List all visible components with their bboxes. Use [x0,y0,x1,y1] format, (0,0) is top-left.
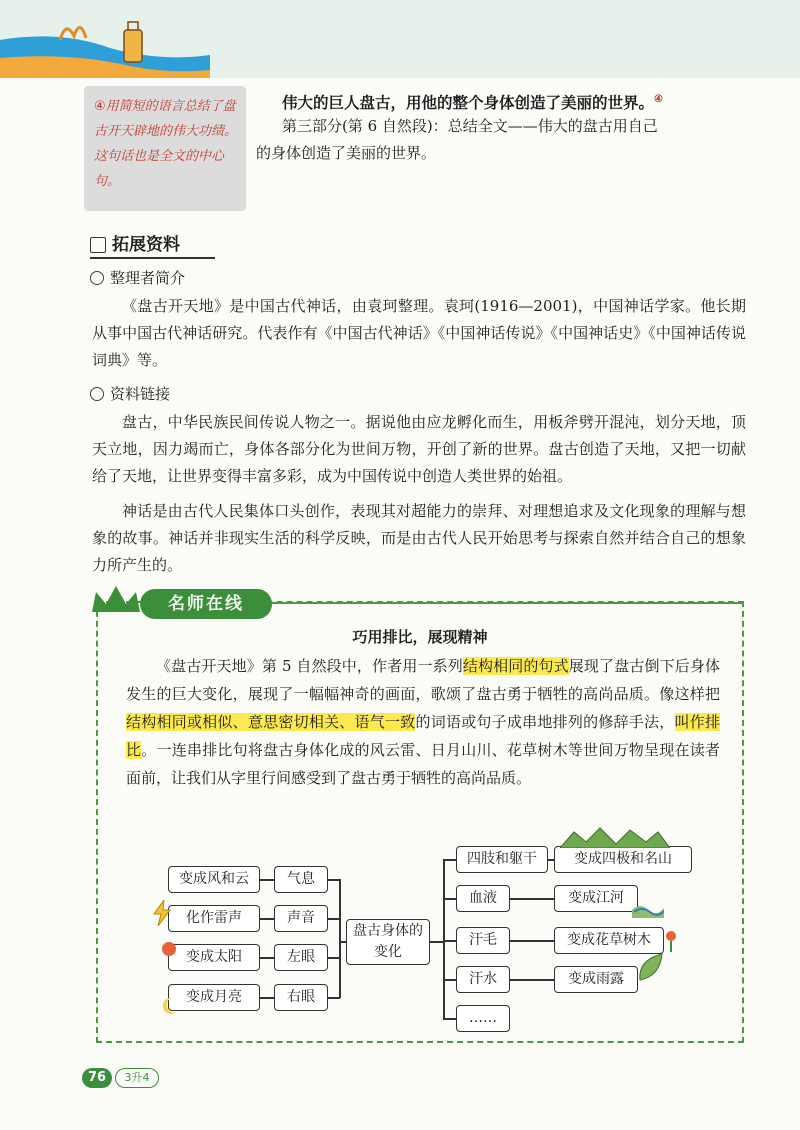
annotation-mark: ④ [654,94,663,105]
highlight-3: 叫作排比 [126,713,720,759]
compiler-paragraph: 《盘古开天地》是中国古代神话，由袁珂整理。袁珂(1916—2001)，中国神话学家。他长期从事中国古代神话研究。代表作有《中国古代神话》《中国神话传说》《中国神话史》《中国神话传说词典》等。 [92,297,746,369]
diagram-left-result: 化作雷声 [168,905,260,932]
diagram-right-result: 变成四极和名山 [554,846,692,873]
summary-line: 第三部分(第 6 自然段)：总结全文——伟大的盘古用自己 [282,117,658,135]
diagram-left-part: 声音 [274,905,328,932]
moon-icon [160,996,178,1016]
diagram-left-part: 右眼 [274,984,328,1011]
diagram-right-part: 四肢和躯干 [456,846,548,873]
page-number: 76 [82,1068,112,1088]
diagram-left-result: 变成月亮 [168,984,260,1011]
section-heading: 拓展资料 [90,232,220,258]
river-icon [632,896,664,918]
diagram-left-part: 左眼 [274,944,328,971]
diagram-right-part: …… [456,1005,510,1032]
flower-icon [662,928,680,952]
link-heading: 资料链接 [90,382,170,406]
diagram-right-result: 变成花草树木 [554,927,664,954]
link-paragraph-2: 神话是由古代人民集体口头创作，表现其对超能力的崇拜、对理想追求及文化现象的理解与想象的故事。神话并非现实生活的科学反映，而是由古代人民开始思考与探索自然并结合自己的想象力所产生的。 [92,502,746,574]
teacher-title: 巧用排比，展现精神 [352,628,488,646]
diagram-left-result: 变成太阳 [168,944,260,971]
diagram-left-part: 气息 [274,866,328,893]
diagram-right-result: 变成江河 [554,885,638,912]
highlight-2: 结构相同或相似、意思密切相关、语气一致 [126,713,416,731]
central-sentence: 伟大的巨人盘古，用他的整个身体创造了美丽的世界。④ [282,93,663,113]
mountain-icon [560,826,670,848]
annotation-text: ④用简短的语言总结了盘古开天辟地的伟大功绩。这句话也是全文的中心句。 [94,99,238,189]
highlight-1: 结构相同的句式 [462,657,569,675]
diagram-right-part: 血液 [456,885,510,912]
diagram-center: 盘古身体的变化 [346,919,430,965]
grade-tag: 3升4 [115,1068,159,1088]
lightning-icon [152,900,172,926]
teacher-paragraph: 《盘古开天地》第 5 自然段中，作者用一系列结构相同的句式展现了盘古倒下后身体发生的巨大变化，展现了一幅幅神奇的画面，歌颂了盘古勇于牺牲的高尚品质。像这样把结构相同或相似、意思密切相关、语气一致的词语或句子成串地排列的修辞手法，叫作排比。一连串排比句将盘古身体化成的风云雷、日月山川、花草树木等世间万物呈现在读者面前，让我们从字里行间感受到了盘古勇于牺牲的高尚品质。 [126,657,720,787]
diagram-right-part: 汗毛 [456,927,510,954]
compiler-heading: 整理者简介 [90,266,185,290]
summary-line-2: 的身体创造了美丽的世界。 [256,144,437,162]
leaf-icon [636,952,664,982]
sun-icon [158,938,180,960]
teacher-online-tab: 名师在线 [140,589,272,619]
diagram-left-result: 变成风和云 [168,866,260,893]
link-paragraph-1: 盘古，中华民族民间传说人物之一。据说他由应龙孵化而生，用板斧劈开混沌，划分天地，顶天立地，因力竭而亡，身体各部分化为世间万物，开创了新的世界。盘古创造了天地，又把一切献给了天地，让世界变得丰富多彩，成为中国传说中创造人类世界的始祖。 [92,413,746,485]
diagram-right-part: 汗水 [456,966,510,993]
diagram-right-result: 变成雨露 [554,966,638,993]
